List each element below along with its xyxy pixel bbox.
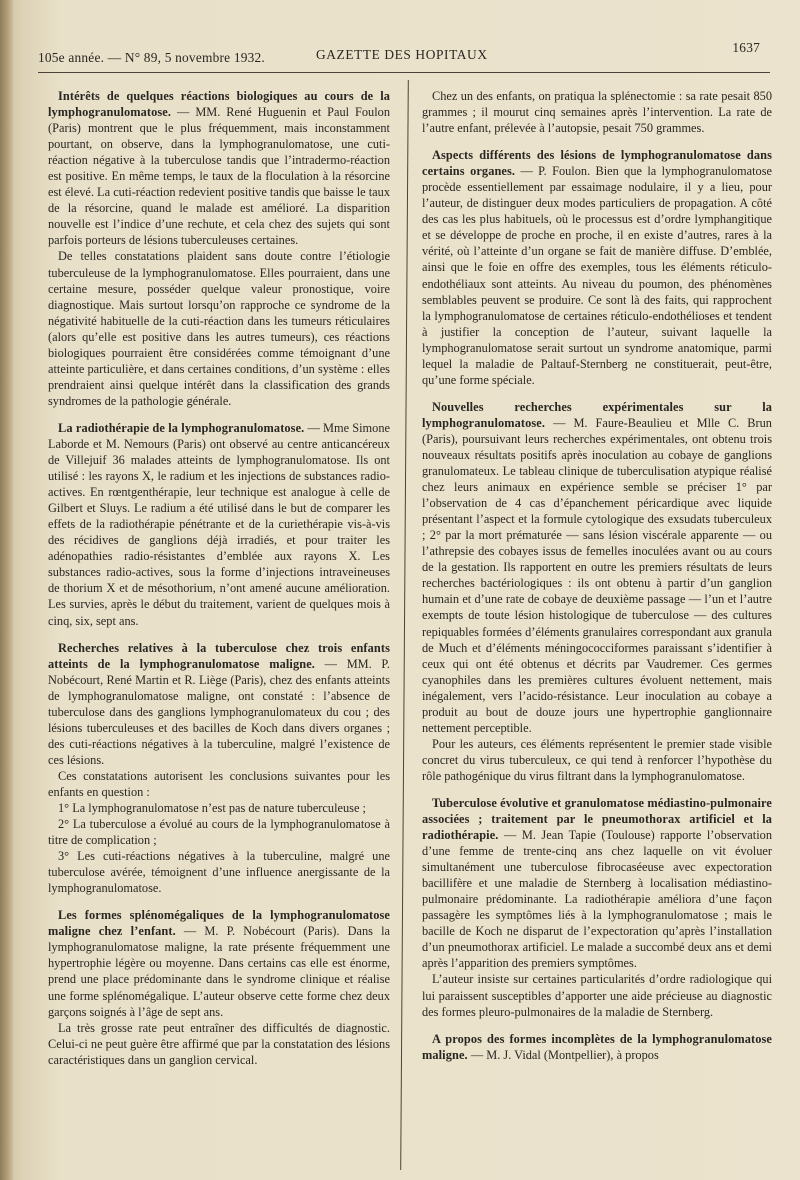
- article: [48, 640, 390, 897]
- paragraph-text: L’auteur insiste sur certaines particularités d’ordre radiologique qui lui paraissent susceptibles d’apporter une aide précieuse au diagnostic des formes pleuro-pulmonaires de la maladie de Sternberg.: [422, 972, 772, 1019]
- paragraph: [48, 816, 390, 848]
- article-title: Les formes splénomégaliques de la lymphogranulomatose maligne chez l’enfant.: [48, 908, 390, 939]
- article: [48, 88, 390, 409]
- paragraph: [422, 795, 772, 972]
- left-column: [48, 82, 390, 1068]
- paragraph: [422, 88, 772, 136]
- paragraph: [48, 88, 390, 248]
- paragraph-text: 2° La tuberculose a évolué au cours de la lymphogranulomatose à titre de complication ;: [48, 817, 390, 848]
- issue-line: 105e année. — N° 89, 5 novembre 1932.: [38, 50, 265, 65]
- paragraph-text: — Mme Simone Laborde et M. Nemours (Paris) ont observé au centre anticancéreux de Villejuif 36 malades atteints de lymphogranulomatose. Ils ont utilisé : les rayons X, le radium et les injections de substances radio-actives. En rœntgenthérapie, leur technique est analogue à celle de Gilbert et Sluys. Le radium a été utilisé dans le but de comparer les effets de la radiothérapie pénétrante et de la curiethérapie vis-à-vis des récidives de ganglions déjà irradiés, et pour traiter les adénopathies radio-résistantes d’emblée aux rayons X. Les substances radio-actives, sous la forme d’injections intraveineuses de thorium X et de mésothorium, n’ont amené aucune amélioration. Les survies, après le début du traitement, varient de quelques mois à cinq, six, sept ans.: [48, 420, 390, 628]
- binding-spine: [0, 0, 14, 1180]
- article: [422, 88, 772, 136]
- paragraph-text: 3° Les cuti-réactions négatives à la tuberculine, malgré une tuberculose avérée, témoignent d’une influence anergissante de la lymphogranulomatose.: [48, 849, 390, 896]
- article-title: Aspects différents des lésions de lymphogranulomatose dans certains organes.: [422, 148, 772, 179]
- article-title: Recherches relatives à la tuberculose chez trois enfants atteints de la lymphogranulomatose maligne.: [48, 640, 390, 671]
- article-title: A propos des formes incomplètes de la lymphogranulomatose maligne.: [422, 1031, 772, 1062]
- paragraph: [48, 1020, 390, 1068]
- article: [422, 399, 772, 784]
- paragraph: [422, 1031, 772, 1063]
- article: [48, 907, 390, 1067]
- article-title: Intérêts de quelques réactions biologiques au cours de la lymphogranulomatose.: [48, 89, 390, 120]
- paragraph: [48, 420, 390, 629]
- paragraph-text: — M. Jean Tapie (Toulouse) rapporte l’observation d’une femme de trente-cinq ans chez laquelle on vit évoluer simultanément une tuberculose fibrocaséeuse avec expectoration bacillifère et une maladie de Sternberg à localisation médiastino-pulmonaire prédominante. La radiothérapie améliora d’une façon passagère les symptômes liés à la lymphogranulomatose ; mais le bacille de Koch ne disparut de l’expectoration qu’après l’installation d’un pneumothorax artificiel. Le malade a succombé deux ans et demi après l’apparition des premiers symptômes.: [422, 828, 772, 971]
- journal-title: GAZETTE DES HOPITAUX: [316, 47, 488, 62]
- paragraph-text: 1° La lymphogranulomatose n’est pas de nature tuberculeuse ;: [58, 801, 366, 816]
- paragraph-text: — M. P. Nobécourt (Paris). Dans la lymphogranulomatose maligne, la rate présente fréquemment une hypertrophie légère ou moyenne. Dans certains cas elle est énorme, prend une place prédominante dans le syndrome clinique et réalise une forme splénomégalique. L’auteur observe cette forme chez deux garçons soignés à l’âge de sept ans.: [48, 924, 390, 1019]
- paragraph: [48, 640, 390, 768]
- article: [422, 1031, 772, 1063]
- page-number: 1637: [732, 40, 760, 55]
- article: [422, 147, 772, 388]
- paragraph-text: La très grosse rate peut entraîner des difficultés de diagnostic. Celui-ci ne peut guère être affirmé que par la constatation des lésions caractéristiques dans un ganglion cervical.: [48, 1020, 390, 1067]
- paragraph: [422, 736, 772, 784]
- paragraph: [422, 399, 772, 736]
- paragraph: [48, 248, 390, 408]
- article: [422, 795, 772, 1020]
- paragraph: [48, 848, 390, 896]
- paragraph: [48, 907, 390, 1019]
- right-column: [422, 82, 772, 1063]
- paragraph-text: — M. Faure-Beaulieu et Mlle C. Brun (Paris), poursuivant leurs recherches expérimentales, ont obtenu trois nouveaux résultats positifs après inoculation au cobaye de ganglions granulomateux. Le tableau clinique de tuberculisation atypique réalisé chez leurs animaux en expérience semble se préciser 1° par l’observation de 4 cas d’épanchement péricardique avec liquide présentant l’aspect et la formule cytologique des exsudats tuberculeux ; 2° par la mort prématurée — sans lésion viscérale apparente — ou l’athrepsie des cobayes issus de femelles inoculées avant ou au cours de la gestation. Ils rapportent en outre les premiers résultats de leurs recherches bactériologiques : ils ont obtenu à partir d’un ganglion humain et d’une rate de cobaye de deuxième passage — l’un et l’autre exempts de toute lésion histologique de tuberculose — des cultures repiquables formées d’éléments granulaires correspondant aux granula de Much et d’éléments méningococciformes paraissant s’identifier à ceux qui ont été obtenus et décrits par Vaudremer. Ces germes cyanophiles dans les premières cultures évoluent nettement, mais inégalement, vers l’acido-résistance. Leur inoculation au cobaye a produit au bout de douze jours une hypertrophie ganglionnaire nettement perceptible.: [422, 415, 772, 735]
- article-title: Tuberculose évolutive et granulomatose médiastino-pulmonaire associées ; traitement par le pneumothorax artificiel et la radiothérapie.: [422, 795, 772, 843]
- article-title: La radiothérapie de la lymphogranulomatose.: [58, 420, 305, 435]
- paragraph-text: — MM. P. Nobécourt, René Martin et R. Liège (Paris), chez des enfants atteints de lymphogranulomatose maligne, ont constaté : l’absence de tuberculose dans des ganglions lymphogranulomateux du cou ; des lésions tuberculeuses et des bacilles de Koch dans divers organes ; des cuti-réactions négatives à la tuberculine, malgré l’existence de ces lésions.: [48, 656, 391, 767]
- article-title: Nouvelles recherches expérimentales sur la lymphogranulomatose.: [422, 399, 772, 430]
- paragraph-text: — M. J. Vidal (Montpellier), à propos: [470, 1047, 659, 1062]
- paragraph-text: Pour les auteurs, ces éléments représentent le premier stade visible concret du virus tuberculeux, ce qui tend à renforcer l’hypothèse du rôle pathogénique du virus filtrant dans la lymphogranulomatose.: [422, 736, 772, 783]
- paragraph-text: Chez un des enfants, on pratiqua la splénectomie : sa rate pesait 850 grammes ; il mourut cinq semaines après l’intervention. La rate de l’autre enfant, prélevée à l’autopsie, pesait 750 grammes.: [422, 89, 772, 136]
- article: [48, 420, 390, 629]
- paragraph: [422, 971, 772, 1019]
- paragraph-text: — MM. René Huguenin et Paul Foulon (Paris) montrent que le plus fréquemment, mais inconstamment pourtant, on observe, dans la lymphogranulomatose, une cuti-réaction négative à la tuberculose tandis que l’intradermo-réaction est positive. En même temps, le taux de la floculation à la résorcine est élevé. La cuti-réaction redevient positive tandis que baisse le taux de la résorcine, quand le malade est amélioré. La disparition nouvelle est l’indice d’une rechute, et cela chez des sujets qui sont parfois porteurs de lésions tuberculeuses certaines.: [48, 105, 391, 248]
- column-divider: [400, 80, 409, 1170]
- paragraph: [422, 147, 772, 388]
- running-header: [38, 40, 762, 66]
- paragraph: [48, 768, 390, 800]
- paragraph-text: — P. Foulon. Bien que la lymphogranulomatose procède essentiellement par essaimage nodulaire, il y a lieu, pour l’auteur, de distinguer deux modes particuliers de propagation. A côté des cas les plus habituels, où le processus est d’ordre lymphangitique et se développe de proche en proche, il en existe d’autres, rares à la vérité, où l’atteinte d’un organe se fait de manière diffuse. D’emblée, ainsi que le foie en offre des exemples, tous les éléments réticulo-endothéliaux sont atteints. Au niveau du poumon, des phénomènes semblables peuvent se produire. Ce sont là des faits, qui rapprochent la lymphogranulomatose de certaines réticulo-endothélioses et tendent à justifier la conception de l’auteur, suivant laquelle la lymphogranulomatose serait surtout un syndrome anatomique, parmi lequel la maladie de Paltauf-Sternberg ne constituerait, peut-être, qu’une forme spéciale.: [422, 164, 772, 387]
- header-rule: [38, 72, 770, 73]
- paragraph-text: De telles constatations plaident sans doute contre l’étiologie tuberculeuse de la lymphogranulomatose. Elles pourraient, dans une certaine mesure, posséder quelque valeur pronostique, voire diagnostique. Mais surtout lorsqu’on rapproche ce syndrome de la négativité habituelle de la cuti-réaction dans les tumeurs réticulaires (alors qu’elle est positive dans les autres tumeurs), ces réactions biologiques pourraient être considérées comme témoignant d’une atteinte particulière, et dans certaines conditions, d’un système : elles prendraient ainsi quelque intérêt dans la classification des grands syndromes de la pathologie générale.: [48, 249, 390, 408]
- paragraph-text: Ces constatations autorisent les conclusions suivantes pour les enfants en question :: [48, 768, 390, 799]
- paragraph: [48, 800, 390, 816]
